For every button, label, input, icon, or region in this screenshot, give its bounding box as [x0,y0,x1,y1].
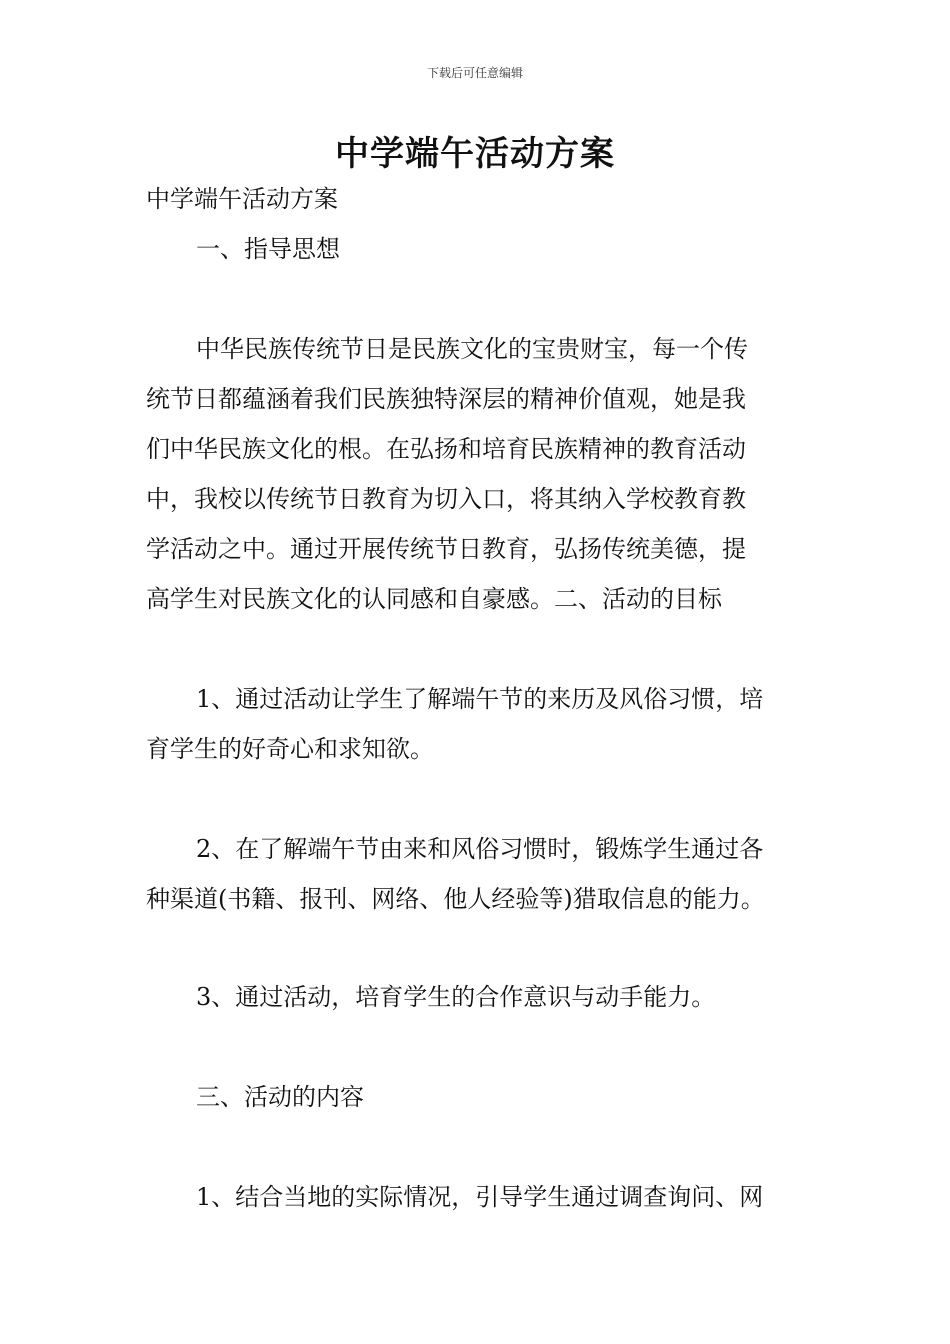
subtitle-line: 中学端午活动方案 [146,185,338,213]
paragraph-line: 统节日都蕴涵着我们民族独特深层的精神价值观，她是我 [146,385,746,413]
content-item-line: 1、结合当地的实际情况，引导学生通过调查询问、网 [196,1183,764,1211]
goal-item-line: 1、通过活动让学生了解端午节的来历及风俗习惯，培 [196,685,764,713]
paragraph-line: 中华民族传统节日是民族文化的宝贵财宝，每一个传 [196,335,748,363]
header-note: 下载后可任意编辑 [426,66,523,80]
goal-item-line: 育学生的好奇心和求知欲。 [146,735,434,763]
paragraph-line: 高学生对民族文化的认同感和自豪感。二、活动的目标 [146,585,722,613]
paragraph-line: 学活动之中。通过开展传统节日教育，弘扬传统美德，提 [146,535,746,563]
paragraph-line: 们中华民族文化的根。在弘扬和培育民族精神的教育活动 [146,435,746,463]
goal-item-line: 2、在了解端午节由来和风俗习惯时，锻炼学生通过各 [196,835,764,863]
goal-item-line: 种渠道(书籍、报刊、网络、他人经验等)猎取信息的能力。 [146,885,765,913]
goal-item-line: 3、通过活动，培育学生的合作意识与动手能力。 [196,983,716,1011]
document-title: 中学端午活动方案 [335,134,615,174]
section-heading-activity-content: 三、活动的内容 [196,1083,364,1111]
section-heading-guiding-ideas: 一、指导思想 [196,235,340,263]
paragraph-line: 中，我校以传统节日教育为切入口，将其纳入学校教育教 [146,485,746,513]
